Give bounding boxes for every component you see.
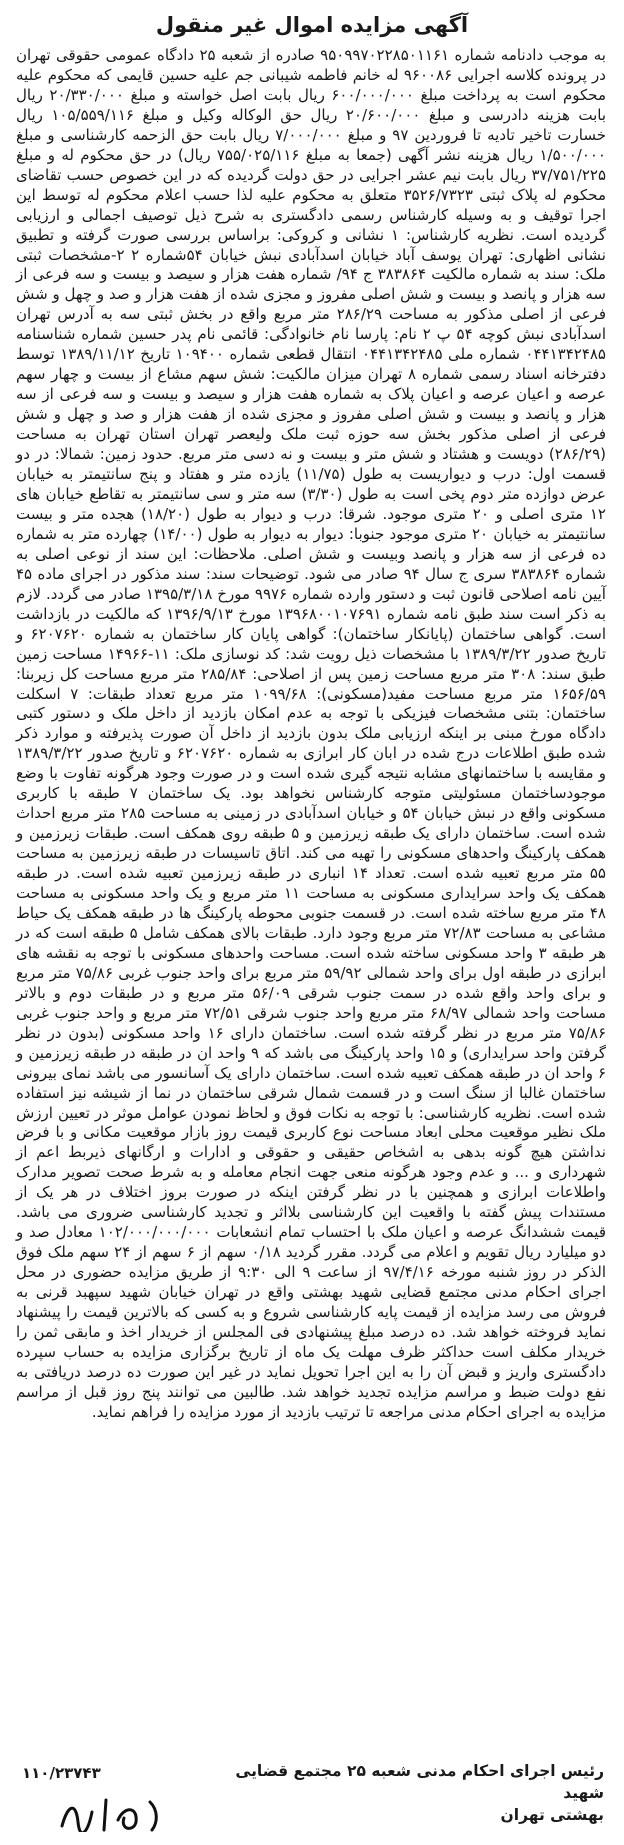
- signature-line-1: رئیس اجرای احکام مدنی شعبه ۲۵ مجتمع قضایی شهید: [235, 1762, 604, 1802]
- notice-title: آگهی مزایده اموال غیر منقول: [155, 13, 469, 37]
- signature-line-2: بهشتی تهران: [500, 1806, 604, 1824]
- notice-body: به موجب دادنامه شماره ۹۵۰۹۹۷۰۲۲۸۵۰۱۱۶۱ صادره از شعبه ۲۵ دادگاه عمومی حقوقی تهران در پرونده کلاسه اجرایی ۹۶۰۰۸۶ له خانم فاطمه شیبانی جم علیه حسین قایمی که محکوم علیه محکوم است به پرداخت مبلغ ۶۰۰/۰۰۰/۰۰۰ ریال بابت اصل خواسته و مبلغ ۲۰/۳۳۰/۰۰۰ ریال بابت هزینه دادرسی و مبلغ ۲۰/۶۰۰/۰۰۰ ریال حق الوکاله وکیل و مبلغ ۱۰۵/۵۵۹/۱۱۶ ریال خسارت تاخیر تادیه تا فروردین ۹۷ و مبلغ ۷/۰۰۰/۰۰۰ ریال بابت حق الزحمه کارشناسی و مبلغ ۱/۵۰۰/۰۰۰ ریال هزینه نشر آگهی (جمعا به مبلغ ۷۵۵/۰۲۵/۱۱۶ ریال) در حق محکوم له و مبلغ ۳۷/۷۵۱/۲۲۵ ریال بابت نیم عشر اجرایی در حق دولت گردیده که در این خصوص حسب تقاضای محکوم له پلاک ثبتی ۳۵۲۶/۷۳۲۳ متعلق به محکوم علیه لذا حسب اعلام محکوم له توسط این اجرا توقیف و به وسیله کارشناس رسمی دادگستری به شرح ذیل توصیف اجمالی و ارزیابی گردیده است. نظریه کارشناس: ۱ نشانی و کروکی: براساس بررسی صورت گرفته و تطبیق نشانی اظهاری: تهران یوسف آباد خیابان اسدآبادی نبش خیابان ۵۴شماره ۲ ۲-مشخصات ثبتی ملک: سند به شماره مالکیت ۳۸۳۸۶۴ ج ۹۴/ شماره هفت هزار و سیصد و بیست و سه فرعی از سه هزار و پانصد و بیست و شش اصلی مفروز و مجزی شده از هفت هزار و صد و چهل و شش فرعی از اصلی مذکور به مساحت ۲۸۶/۲۹ متر مربع واقع در بخش ثبتی سه به آدرس تهران اسدآبادی نبش کوچه ۵۴ پ ۲ نام: پارسا نام خانوادگی: قائمی نام پدر حسین شماره شناسنامه ۰۴۴۱۳۴۲۴۸۵ شماره ملی ۰۴۴۱۳۴۲۴۸۵ انتقال قطعی شماره ۱۰۹۴۰۰ تاریخ ۱۳۸۹/۱۱/۱۲ توسط دفترخانه اسناد رسمی شماره ۸ تهران میزان مالکیت: شش سهم مشاع از بیست و چهار سهم عرصه و اعیان عرصه و اعیان پلاک به شماره هفت هزار و سیصد و بیست و سه فرعی از سه هزار و پانصد و بیست و شش اصلی مفروز و مجزی شده از هفت هزار و صد و چهل و شش فرعی از اصلی مذکور بخش سه حوزه ثبت ملک ولیعصر تهران استان تهران به مساحت (۲۸۶/۲۹) دویست و هشتاد و شش متر و بیست و نه دسی متر مربع. حدود زمین: شمالا: در دو قسمت اول: درب و دیواریست به طول (۱۱/۷۵) یازده متر و هفتاد و پنج سانتیمتر به خیابان عرض دوازده متر دوم پخی است به طول (۳/۳۰) سه متر و سی سانتیمتر به تقاطع خیابان های ۱۲ متری اصلی و ۲۰ متری موجود. شرقا: درب و دیوار به طول (۱۸/۲۰) هجده متر و بیست سانتیمتر به خیابان ۲۰ متری موجود جنوبا: دیوار به دیوار به طول (۱۴/۰۰) چهارده متر به شماره ده فرعی از سه هزار و پانصد وبیست و شش اصلی. ملاحظات: این سند از نوعی اصلی به شماره ۳۸۳۸۶۴ سری ج سال ۹۴ صادر می شود. توضیحات سند: سند مذکور در اجرای ماده ۴۵ آیین نامه اصلاحی قانون ثبت و دستور وارده شماره ۹۹۷۶ مورخ ۱۳۹۵/۳/۱۸ صادر می گردد. لازم به ذکر است سند طبق نامه شماره ۱۳۹۶۸۰۰۱۰۷۶۹۱ مورخ ۱۳۹۶/۹/۱۳ که مالکیت در بازداشت است. گواهی ساختمان (پایانکار ساختمان): گواهی پایان کار ساختمان به شماره ۶۲۰۷۶۲۰ و تاریخ صدور ۱۳۸۹/۳/۲۲ با مشخصات ذیل رویت شد: کد نوسازی ملک: ۱۱-۱۴۹۶۶ مساحت زمین طبق سند: ۳۰۸ متر مربع مساحت زمین پس از اصلاحی: ۲۸۵/۸۴ متر مربع مساحت کل زیربنا: ۱۶۵۶/۵۹ متر مربع مساحت مفید(مسکونی): ۱۰۹۹/۶۸ متر مربع تعداد طبقات: ۷ اسکلت ساختمان: بتنی مشخصات فیزیکی با توجه به عدم امکان بازدید از داخل ملک و دستور کتبی دادگاه مورخ مبنی بر اینکه ارزیابی ملک بدون بازدید از داخل آن صورت پذیرفته و موارد ذکر شده طبق اطلاعات درج شده در ابان کار ابرازی به شماره ۶۲۰۷۶۲۰ و تاریخ صدور ۱۳۸۹/۳/۲۲ و مقایسه با ساختمانهای مشابه نتیجه گیری شده است و در صورت وجود هرگونه تفاوت با وضع موجودساختمان مسئولیتی متوجه کارشناس نخواهد بود. یک ساختمان ۷ طبقه با کاربری مسکونی واقع در نبش خیابان ۵۴ و خیابان اسدآبادی در زمینی به مساحت ۲۸۵ متر مربع احداث شده است. ساختمان دارای یک طبقه زیرزمین و ۵ طبقه روی همکف است. طبقات زیرزمین و همکف پارکینگ واحدهای مسکونی را تهیه می کند. اتاق تاسیسات در طبقه زیرزمین به مساحت ۵۵ متر مربع تعبیه شده است. تعداد ۱۴ انباری در طبقه زیرزمین تعبیه شده است. در طبقه همکف یک واحد سرایداری مسکونی به مساحت ۱۱ متر مربع و یک واحد مسکونی به مساحت ۴۸ متر مربع ساخته شده است. در قسمت جنوبی محوطه پارکینگ ها در طبقه همکف یک حیاط مشاعی به مساحت ۷۲/۸۳ متر مربع وجود دارد. طبقات بالای همکف شامل ۵ طبقه است که در هر طبقه ۳ واحد مسکونی ساخته شده است. مساحت واحدهای مسکونی با توجه به نقشه های ابرازی در طبقه اول برای واحد شمالی ۵۹/۹۲ متر مربع برای واحد جنوب غربی ۷۵/۸۶ متر مربع و برای واحد واقع شده در سمت جنوب شرقی ۵۶/۰۹ متر مربع و در طبقات دوم و بالاتر مساحت واحد شمالی ۶۸/۹۷ متر مربع واحد جنوب شرقی ۷۲/۵۱ متر مربع و واحد جنوب غربی ۷۵/۸۶ متر مربع در نظر گرفته شده است. ساختمان دارای ۱۶ واحد مسکونی (بدون در نظر گرفتن واحد سرایداری) و ۱۵ واحد پارکینگ می باشد که ۹ واحد ان در طبقه در طبقه زیرزمین و ۶ واحد ان در طبقه همکف تعبیه شده است. ساختمان دارای یک آسانسور می باشد نمای بیرونی ساختمان غالبا از سنگ است و در قسمت شمال شرقی ساختمان در نما از شیشه نیز استفاده شده است. نظریه کارشناسی: با توجه به نکات فوق و لحاظ نمودن عوامل موثر در تعیین ارزش ملک نظیر موقعیت محلی ابعاد مساحت نوع کاربری قیمت روز بازار موقعیت مکانی و با فرض نداشتن هیچ گونه بدهی به اشخاص حقیقی و حقوقی و ادارات و ارگانهای ذیربط اعم از شهرداری و ... و عدم وجود هرگونه منعی جهت انجام معامله و به شرط صحت تصویر مدارک واطلاعات ابرازی و همچنین با در نظر گرفتن اینکه در صورت بروز اختلاف در هر یک از مستندات پیش گفته با واقعیت این کارشناسی بلااثر و تجدید کارشناسی ضروری می باشد. قیمت ششدانگ عرصه و اعیان ملک با احتساب تمام انشعابات ۱۰۲/۰۰۰/۰۰۰/۰۰۰ معادل صد و دو میلیارد ریال تقویم و اعلام می گردد. مقرر گردید ۰/۱۸ سهم از ۶ سهم از ۲۴ سهم ملک فوق الذکر در روز شنبه مورخه ۹۷/۴/۱۶ از ساعت ۹ الی ۹:۳۰ از طریق مزایده حضوری در محل اجرای احکام مدنی مجتمع قضایی شهید بهشتی واقع در تهران خیابان شهید سپهبد قرنی به فروش می رسد مزایده از قیمت پایه کارشناسی شروع و به کسی که بالاترین قیمت را پیشنهاد نماید فروخته خواهد شد. ده درصد مبلغ پیشنهادی فی المجلس از خریدار اخذ و مابقی ثمن را خریدار مکلف است حداکثر ظرف مهلت یک ماه از تاریخ برگزاری مزایده به حساب سپرده دادگستری واریز و قبض آن را به این اجرا تحویل نماید در غیر این صورت ده درصد دریافتی به نفع دولت ضبط و مراسم مزایده تجدید خواهد شد. طالبین می توانند پنج روز قبل از مراسم مزایده به اجرای احکام مدنی مراجعه تا ترتیب بازدید از مورد مزایده را فراهم نماید.: [16, 46, 607, 1421]
- notice-code: ۱۱۰/۲۳۷۴۳: [22, 1764, 101, 1782]
- handwritten-mark: [54, 1792, 174, 1832]
- auction-notice: [14, 10, 610, 1832]
- notice-footer: [14, 1758, 610, 1828]
- signature-block: [224, 1760, 604, 1826]
